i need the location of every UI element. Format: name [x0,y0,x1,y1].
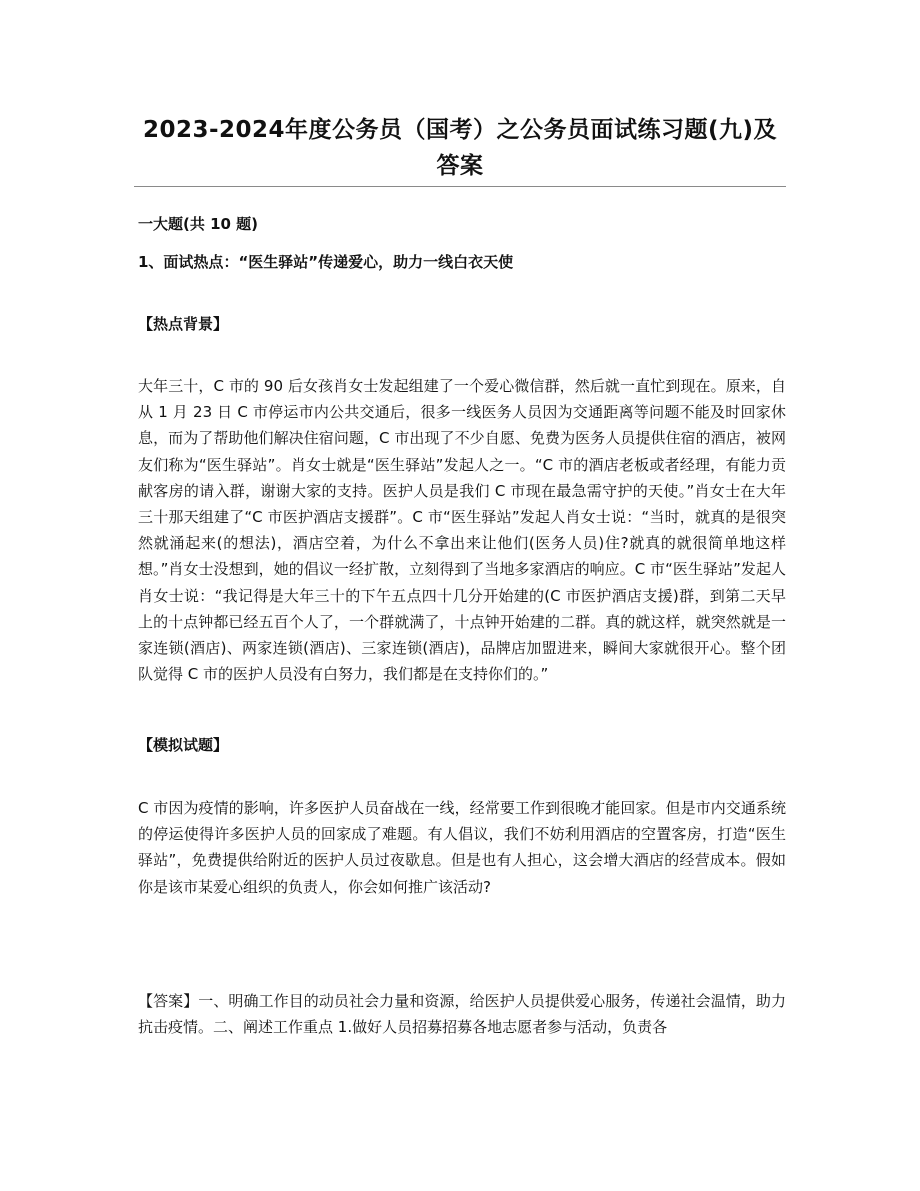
document-title [120,112,800,184]
answer-paragraph: 【答案】一、明确工作目的动员社会力量和资源，给医护人员提供爱心服务，传递社会温情，助力抗击疫情。二、阐述工作重点 1.做好人员招募招募各地志愿者参与活动，负责各 [138,992,786,1037]
title-line-2: 答案 [436,153,484,179]
section-heading: 一大题(共 10 题) [138,215,259,233]
mock-question-paragraph: C 市因为疫情的影响，许多医护人员奋战在一线，经常要工作到很晚才能回家。但是市内交通系统的停运使得许多医护人员的回家成了难题。有人倡议，我们不妨利用酒店的空置客房，打造“医生驿站”，免费提供给附近的医护人员过夜歇息。但是也有人担心，这会增大酒店的经营成本。假如你是该市某爱心组织的负责人，你会如何推广该活动? [138,799,786,896]
background-label: 【热点背景】 [138,315,229,333]
title-line-1: 2023-2024年度公务员（国考）之公务员面试练习题(九)及 [142,117,778,143]
question-title: 1、面试热点：“医生驿站”传递爱心，助力一线白衣天使 [138,253,514,271]
background-paragraph: 大年三十，C 市的 90 后女孩肖女士发起组建了一个爱心微信群，然后就一直忙到现在。原来，自从 1 月 23 日 C 市停运市内公共交通后，很多一线医务人员因为交通距离等问题不能及时回家休息，而为了帮助他们解决住宿问题，C 市出现了不少自愿、免费为医务人员提供住宿的酒店，被网友们称为“医生驿站”。肖女士就是“医生驿站”发起人之一。“C 市的酒店老板或者经理，有能力贡献客房的请入群，谢谢大家的支持。医护人员是我们 C 市现在最急需守护的天使。”肖女士在大年三十那天组建了“C 市医护酒店支援群”。C 市“医生驿站”发起人肖女士说：“当时，就真的是很突然就涌起来(的想法)，酒店空着，为什么不拿出来让他们(医务人员)住?就真的就很简单地这样想。”肖女士没想到，她的倡议一经扩散，立刻得到了当地多家酒店的响应。C 市“医生驿站”发起人肖女士说：“我记得是大年三十的下午五点四十几分开始建的(C 市医护酒店支援)群，到第二天早上的十点钟都已经五百个人了，一个群就满了，十点钟开始建的二群。真的就这样，就突然就是一家连锁(酒店)、两家连锁(酒店)、三家连锁(酒店)，品牌店加盟进来，瞬间大家就很开心。整个团队觉得 C 市的医护人员没有白努力，我们都是在支持你们的。” [138,377,786,684]
mock-question-label: 【模拟试题】 [138,736,229,754]
title-divider [134,186,786,187]
